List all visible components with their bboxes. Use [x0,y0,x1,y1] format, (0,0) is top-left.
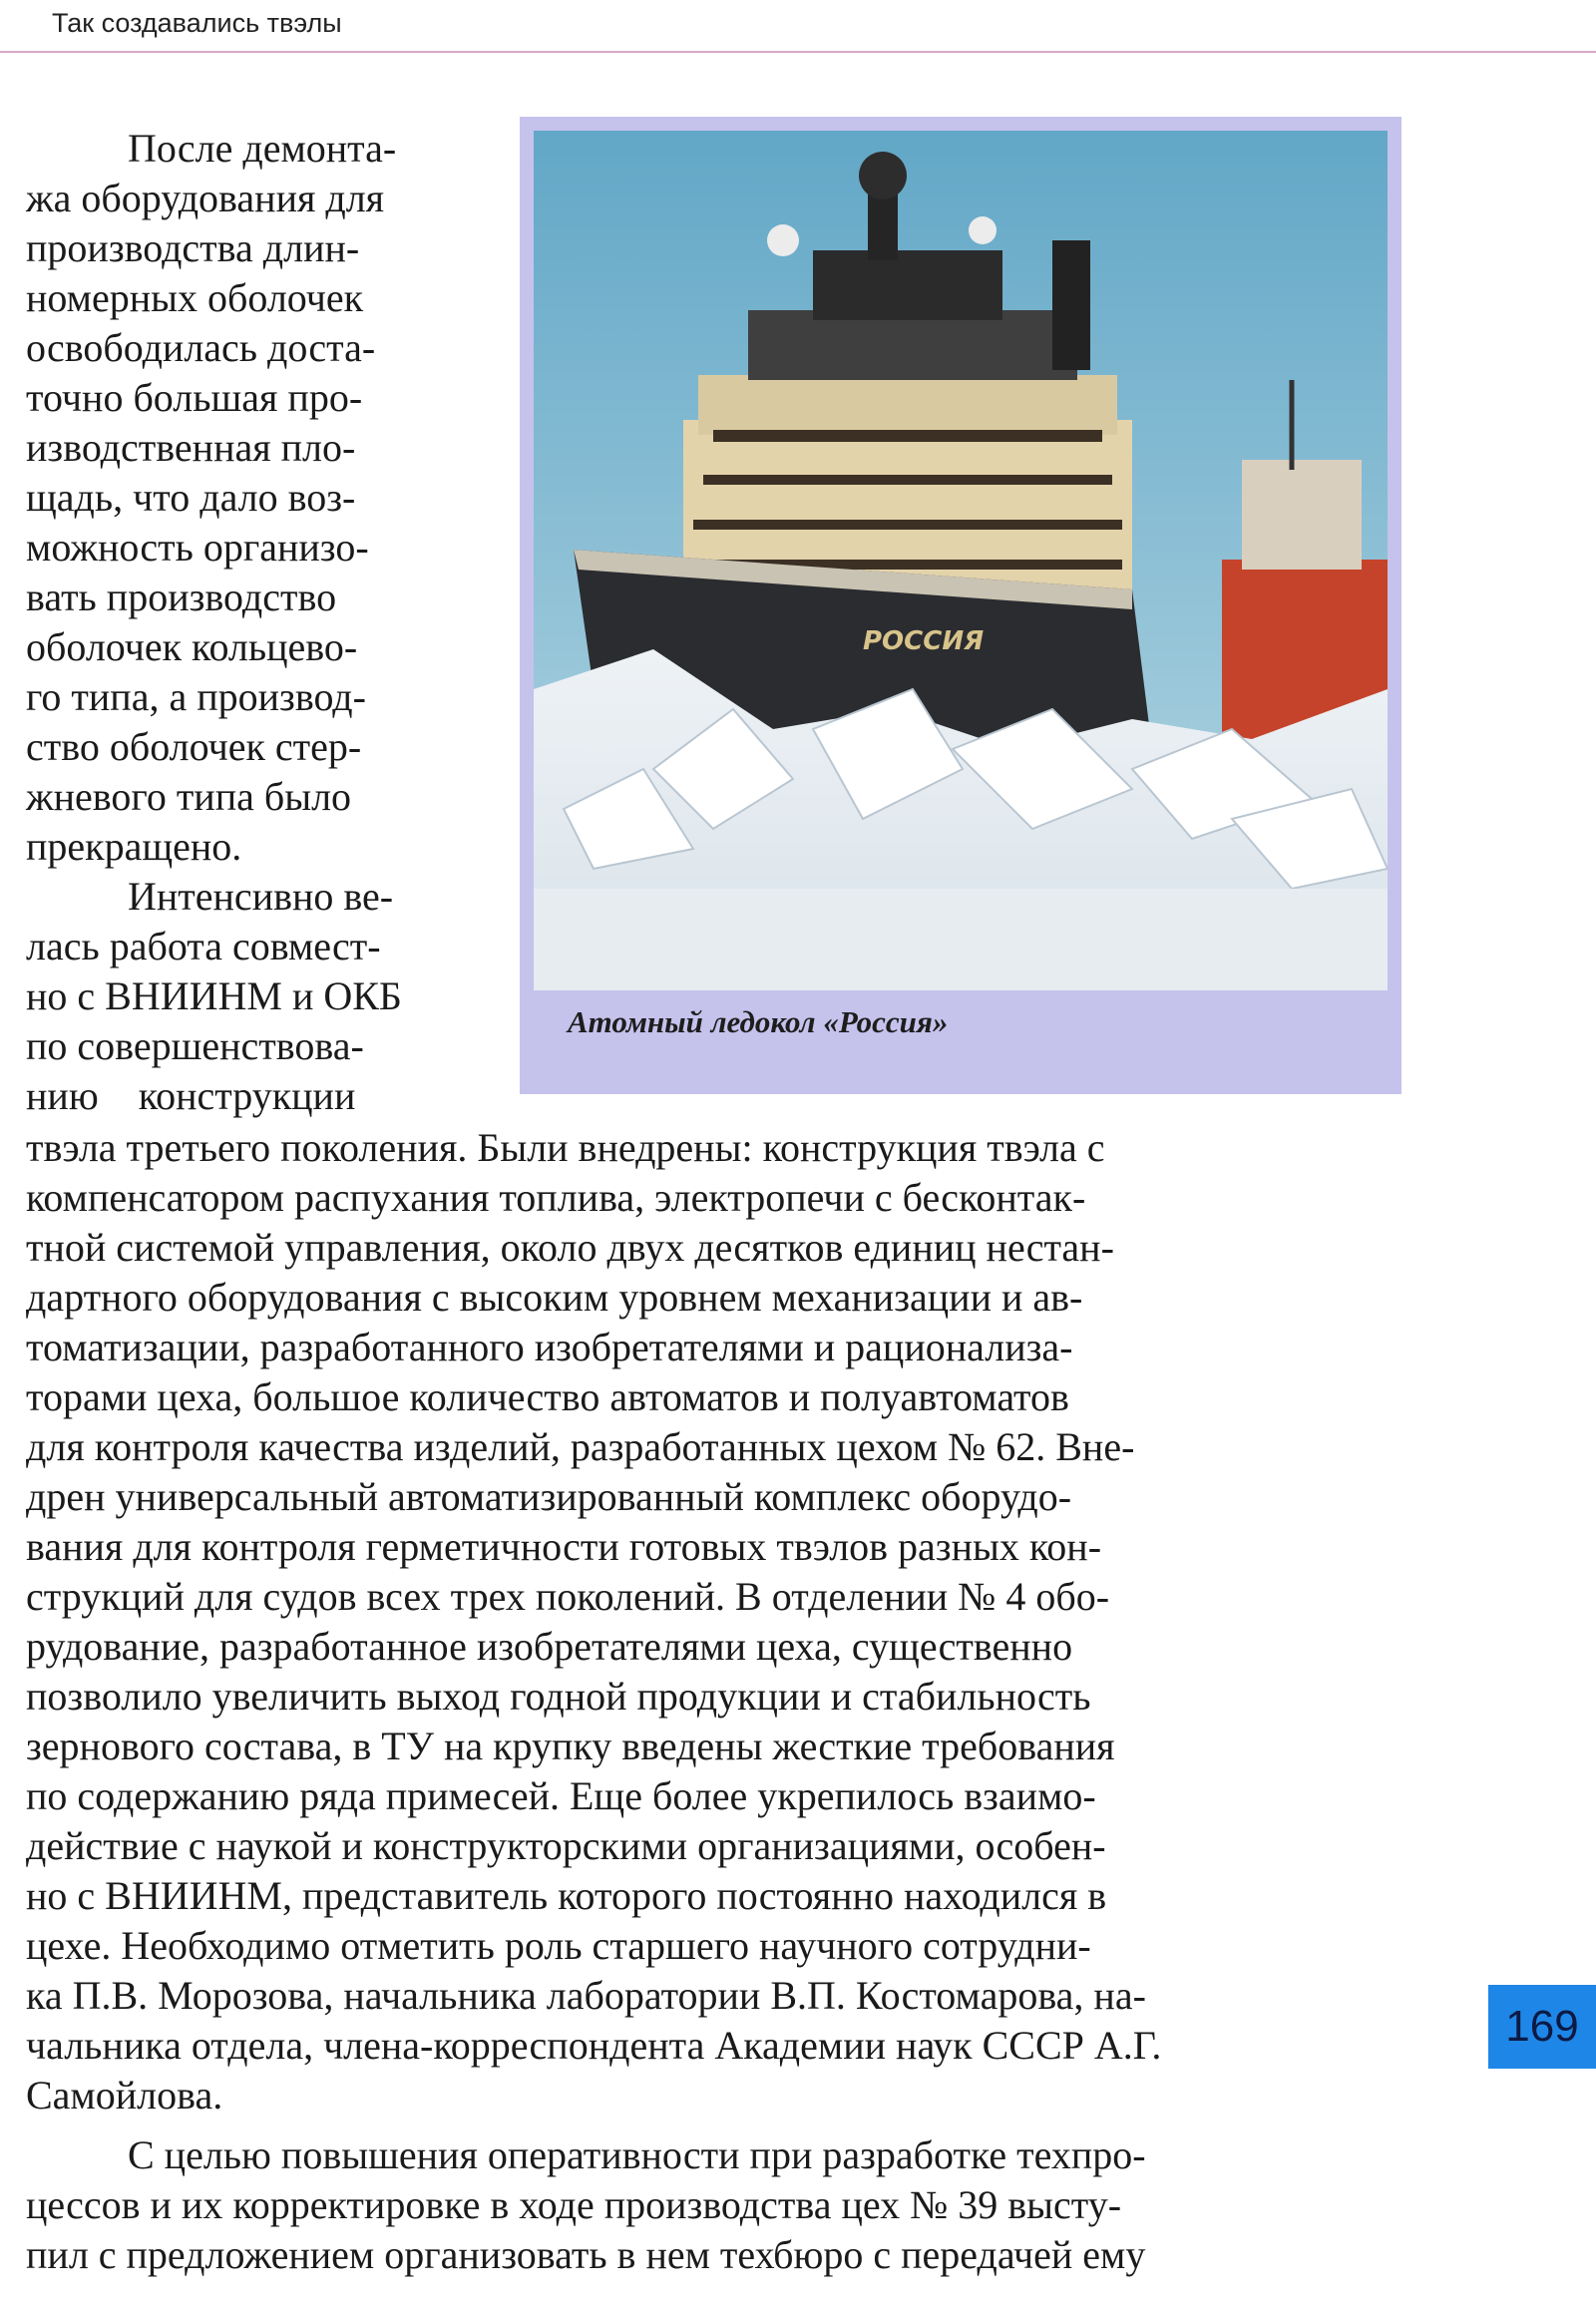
text-line: жневого типа было [26,774,352,819]
text-line: пил с предложением организовать в нем техбюро с передачей ему [26,2232,1146,2277]
running-head: Так создавались твэлы [52,8,342,38]
header-rule [0,51,1596,53]
text-line: ка П.В. Морозова, начальника лаборатории В.П. Костомарова, на- [26,1973,1146,2018]
text-line: но с ВНИИНМ, представитель которого постоянно находился в [26,1873,1107,1918]
text-line: дрен универсальный автоматизированный комплекс оборудо- [26,1474,1072,1519]
text-line: чальника отдела, члена-корреспондента Академии наук СССР А.Г. [26,2023,1162,2068]
page-number: 169 [1505,2002,1579,2051]
text-line: С целью повышения оперативности при разработке техпро- [128,2132,1146,2177]
text-line: лась работа совмест- [26,924,381,968]
figure-caption: Атомный ледокол «Россия» [568,1004,949,1039]
text-line: цессов и их корректировке в ходе производства цех № 39 высту- [26,2182,1122,2227]
text-line: торами цеха, большое количество автоматов и полуавтоматов [26,1374,1069,1419]
text-line: щадь, что дало воз- [26,475,356,520]
page-number-tab [1488,1985,1596,2069]
text-line: нию конструкции [26,1073,356,1118]
text-line: действие с наукой и конструкторскими организациями, особен- [26,1823,1106,1868]
text-line: дартного оборудования с высоким уровнем механизации и ав- [26,1275,1083,1320]
text-line: по совершенствова- [26,1023,364,1068]
icebreaker-photo [534,131,1388,990]
text-line: вания для контроля герметичности готовых твэлов разных кон- [26,1524,1102,1569]
text-line: номерных оболочек [26,275,364,320]
text-line: изводственная пло- [26,425,356,470]
text-line: компенсатором распухания топлива, электропечи с бесконтак- [26,1175,1086,1220]
text-line: ство оболочек стер- [26,724,362,769]
figure-frame [520,117,1401,1094]
text-line: можность организо- [26,525,369,570]
text-line: го типа, а производ- [26,674,366,719]
text-line: позволило увеличить выход годной продукции и стабильность [26,1674,1091,1719]
text-line: После демонта- [128,126,397,171]
text-line: прекращено. [26,824,242,869]
text-line: но с ВНИИНМ и ОКБ [26,973,402,1018]
text-line: точно большая про- [26,375,363,420]
text-line: по содержанию ряда примесей. Еще более укрепилось взаимо- [26,1773,1096,1818]
text-line: производства длин- [26,225,360,270]
text-line: твэла третьего поколения. Были внедрены: конструкция твэла с [26,1125,1105,1170]
text-line: цехе. Необходимо отметить роль старшего научного сотрудни- [26,1923,1091,1968]
text-line: освободилась доста- [26,325,376,370]
text-line: оболочек кольцево- [26,624,358,669]
text-line: для контроля качества изделий, разработанных цехом № 62. Вне- [26,1424,1135,1469]
text-line: тной системой управления, около двух десятков единиц нестан- [26,1225,1114,1270]
text-line: вать производство [26,575,337,619]
text-line: рудование, разработанное изобретателями цеха, существенно [26,1624,1073,1669]
text-line: струкций для судов всех трех поколений. В отделении № 4 обо- [26,1574,1110,1619]
text-line: зернового состава, в ТУ на крупку введены жесткие требования [26,1724,1115,1768]
ship-name-label: РОССИЯ [863,626,985,656]
text-line: жа оборудования для [26,176,385,220]
text-line: Интенсивно ве- [128,874,394,919]
text-line: Самойлова. [26,2073,223,2118]
text-line: томатизации, разработанного изобретателями и рационализа- [26,1325,1073,1369]
